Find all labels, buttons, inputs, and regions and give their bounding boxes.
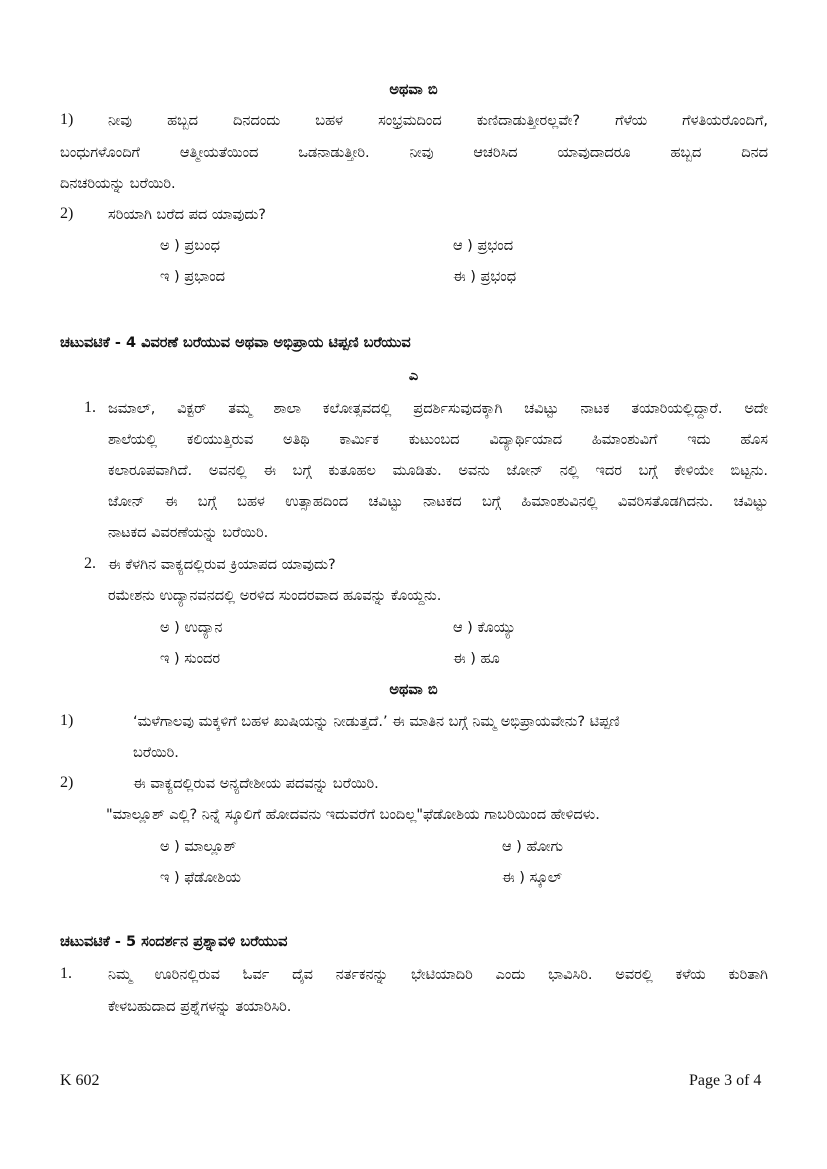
page-number: Page 3 of 4 [689, 1072, 762, 1089]
question-text: ಕಲಾರೂಪವಾಗಿದೆ. ಅವನಲ್ಲಿ ಈ ಬಗ್ಗೆ ಕುತೂಹಲ ಮೂಡಿತು. ಅವನು ಜೋನ್ ನಲ್ಲಿ ಇದರ ಬಗ್ಗೆ ಕೇಳಿಯೇ ಬಿಟ್ಟನು. [108, 463, 768, 479]
option-i: ಇ ) ಪ್ರಭಾಂದ [160, 269, 226, 285]
question-text: ಕೇಳಬಹುದಾದ ಪ್ರಶ್ನೆಗಳನ್ನು ತಯಾರಿಸಿರಿ. [108, 999, 292, 1015]
question-number: 1. [84, 399, 96, 416]
question-text: ದಿನಚರಿಯನ್ನು ಬರೆಯಿರಿ. [60, 176, 176, 192]
question-number: 1) [60, 712, 74, 729]
option-ii: ಈ ) ಪ್ರಭಂಧ [453, 269, 517, 285]
option-a: ಅ ) ಉದ್ಯಾನ [160, 620, 223, 636]
question-text: ಈ ಕೆಳಗಿನ ವಾಕ್ಯದಲ್ಲಿರುವ ಕ್ರಿಯಾಪದ ಯಾವುದು? [108, 557, 336, 573]
question-number: 2) [60, 774, 74, 791]
question-text: ‘ಮಳೆಗಾಲವು ಮಕ್ಕಳಿಗೆ ಬಹಳ ಖುಷಿಯನ್ನು ನೀಡುತ್ತದೆ.’ ಈ ಮಾತಿನ ಬಗ್ಗೆ ನಿಮ್ಮ ಅಭಿಪ್ರಾಯವೇನು? ಟಿಪ್ಪಣಿ [133, 714, 620, 730]
question-text: ಈ ವಾಕ್ಯದಲ್ಲಿರುವ ಅನ್ಯದೇಶೀಯ ಪದವನ್ನು ಬರೆಯಿರಿ. [133, 776, 379, 792]
question-sentence: "ಮಾಲ್ಲೂಶ್ ಎಲ್ಲಿ? ನಿನ್ನೆ ಸ್ಕೂಲಿಗೆ ಹೋದವನು ಇದುವರೆಗೆ ಬಂದಿಲ್ಲ"ಫೆಡೋಶಿಯ ಗಾಬರಿಯಿಂದ ಹೇಳಿದಳು. [106, 807, 600, 823]
question-number: 1. [60, 965, 72, 982]
question-text: ಸರಿಯಾಗಿ ಬರೆದ ಪದ ಯಾವುದು? [108, 207, 266, 223]
option-ii: ಈ ) ಸ್ಕೂಲ್ [502, 870, 562, 886]
option-a: ಅ ) ಪ್ರಬಂಧ [160, 238, 220, 254]
question-number: 2. [84, 555, 96, 572]
question-text: ನಾಟಕದ ವಿವರಣೆಯನ್ನು ಬರೆಯಿರಿ. [108, 525, 269, 541]
question-number: 2) [60, 205, 74, 222]
option-i: ಇ ) ಫೆಡೋಶಿಯ [160, 870, 241, 886]
question-text: ನಿಮ್ಮ ಊರಿನಲ್ಲಿರುವ ಓರ್ವ ದೈವ ನರ್ತಕನನ್ನು ಭೇಟಿಯಾದಿರಿ ಎಂದು ಭಾವಿಸಿರಿ. ಅವರಲ್ಲಿ ಕಳೆಯ ಕುರಿತಾಗಿ [108, 967, 768, 983]
option-i: ಇ ) ಸುಂದರ [160, 651, 221, 667]
sub-heading-a: ಎ [408, 368, 419, 384]
question-number: 1) [60, 111, 74, 128]
question-text: ಶಾಲೆಯಲ್ಲಿ ಕಲಿಯುತ್ತಿರುವ ಅತಿಥಿ ಕಾರ್ಮಿಕ ಕುಟುಂಬದ ವಿದ್ಯಾರ್ಥಿಯಾದ ಹಿಮಾಂಶುವಿಗೆ ಇದು ಹೊಸ [108, 432, 768, 448]
question-sentence: ರಮೇಶನು ಉದ್ಯಾನವನದಲ್ಲಿ ಅರಳಿದ ಸುಂದರವಾದ ಹೂವನ್ನು ಕೊಯ್ದನು. [108, 588, 442, 604]
option-aa: ಆ ) ಪ್ರಭಂದ [453, 238, 514, 254]
option-ii: ಈ ) ಹೂ [453, 651, 500, 667]
section-heading-or-b: ಅಥವಾ ಬಿ [389, 682, 438, 698]
exam-code: K 602 [60, 1072, 100, 1089]
option-aa: ಆ ) ಹೋಗು [502, 839, 563, 855]
option-aa: ಆ ) ಕೊಯ್ಯು [453, 620, 516, 636]
question-text: ಬರೆಯಿರಿ. [133, 745, 179, 761]
question-text: ನೀವು ಹಬ್ಬದ ದಿನದಂದು ಬಹಳ ಸಂಭ್ರಮದಿಂದ ಕುಣಿದಾಡುತ್ತೀರಲ್ಲವೇ? ಗೆಳೆಯ ಗೆಳತಿಯರೊಂದಿಗೆ, [108, 113, 768, 129]
question-text: ಜಮಾಲ್, ವಿಕ್ಟರ್ ತಮ್ಮ ಶಾಲಾ ಕಲೋತ್ಸವದಲ್ಲಿ ಪ್ರದರ್ಶಿಸುವುದಕ್ಕಾಗಿ ಚವಿಟ್ಟು ನಾಟಕ ತಯಾರಿಯಲ್ಲಿದ್ದಾರೆ. ಅದೇ [108, 401, 768, 417]
question-text: ಜೋನ್ ಈ ಬಗ್ಗೆ ಬಹಳ ಉತ್ಸಾಹದಿಂದ ಚವಿಟ್ಟು ನಾಟಕದ ಬಗ್ಗೆ ಹಿಮಾಂಶುವಿನಲ್ಲಿ ವಿವರಿಸತೊಡಗಿದನು. ಚವಿಟ್ಟು [108, 494, 768, 510]
section-heading-or-b: ಅಥವಾ ಬಿ [389, 82, 438, 98]
option-a: ಅ ) ಮಾಲ್ಲೂಶ್ [160, 839, 237, 855]
question-text: ಬಂಧುಗಳೊಂದಿಗೆ ಆತ್ಮೀಯತೆಯಿಂದ ಒಡನಾಡುತ್ತೀರಿ. ನೀವು ಆಚರಿಸಿದ ಯಾವುದಾದರೂ ಹಬ್ಬದ ದಿನದ [60, 145, 768, 161]
activity-5-title: ಚಟುವಟಿಕೆ - 5 ಸಂದರ್ಶನ ಪ್ರಶ್ನಾವಳಿ ಬರೆಯುವ [60, 934, 288, 950]
activity-4-title: ಚಟುವಟಿಕೆ - 4 ವಿವರಣೆ ಬರೆಯುವ ಅಥವಾ ಅಭಿಪ್ರಾಯ ಟಿಪ್ಪಣಿ ಬರೆಯುವ [60, 335, 411, 351]
